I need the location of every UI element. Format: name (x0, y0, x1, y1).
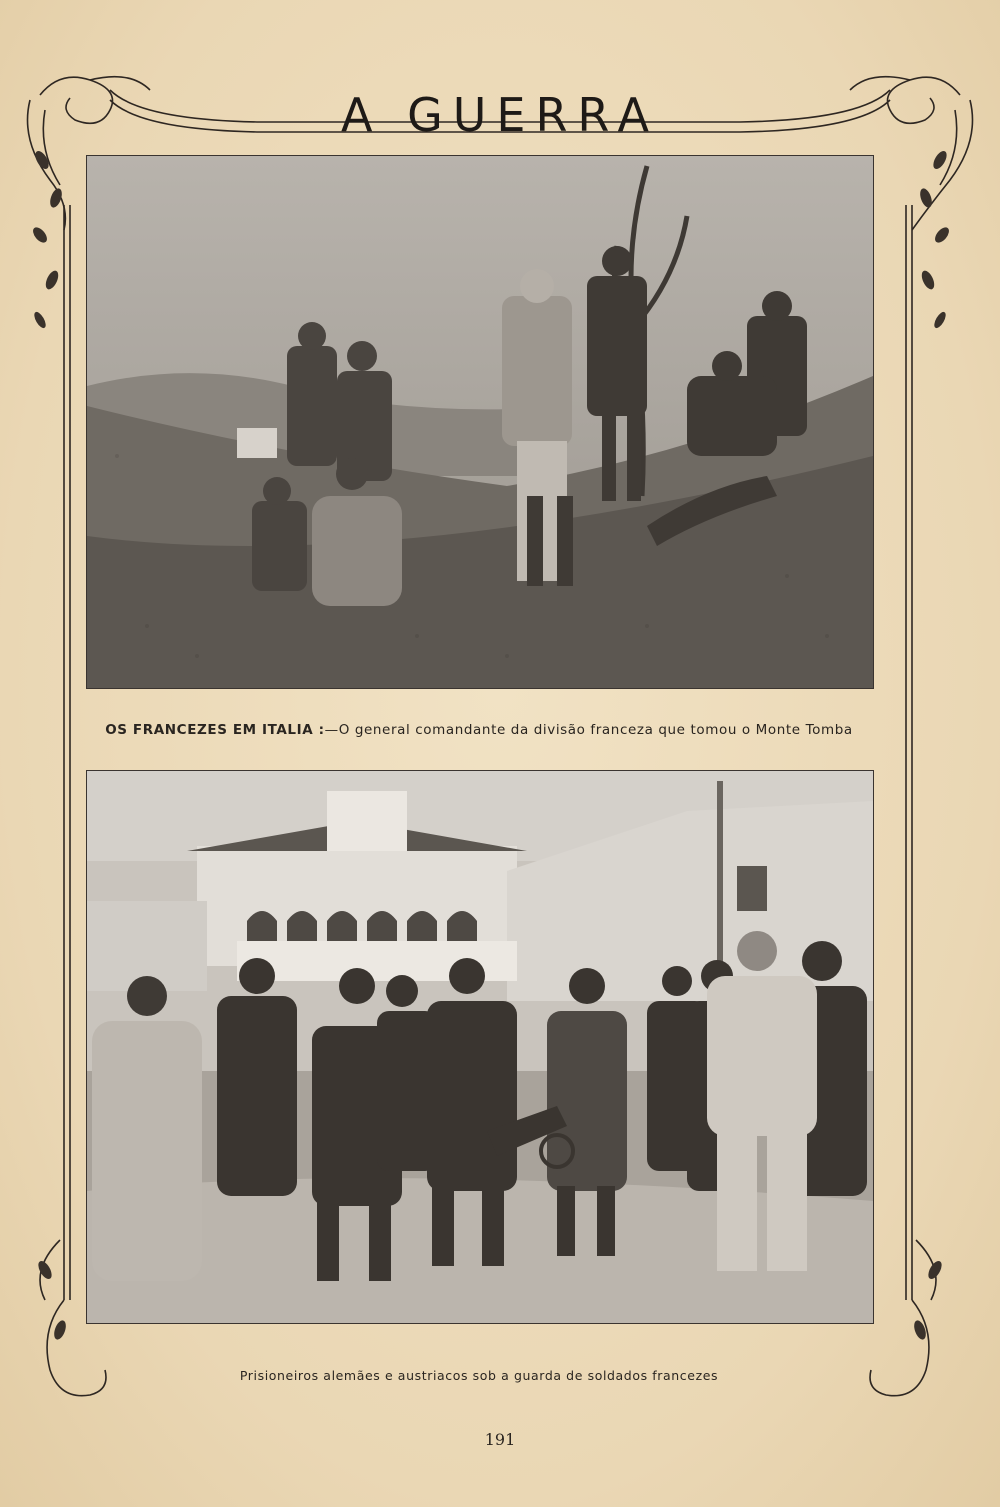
photo-french-general (86, 155, 874, 689)
page-title: A GUERRA (341, 88, 659, 142)
photo-prisoners (86, 770, 874, 1324)
photo-caption-bottom: Prisioneiros alemães e austriacos sob a guarda de soldados francezes (239, 1368, 719, 1383)
photo-caption-top (86, 722, 872, 738)
caption-lead: OS FRANCEZES EM ITALIA : (105, 722, 325, 738)
page-number: 191 (484, 1430, 516, 1449)
caption-text: —O general comandante da divisão franceza que tomou o Monte Tomba (324, 722, 853, 738)
